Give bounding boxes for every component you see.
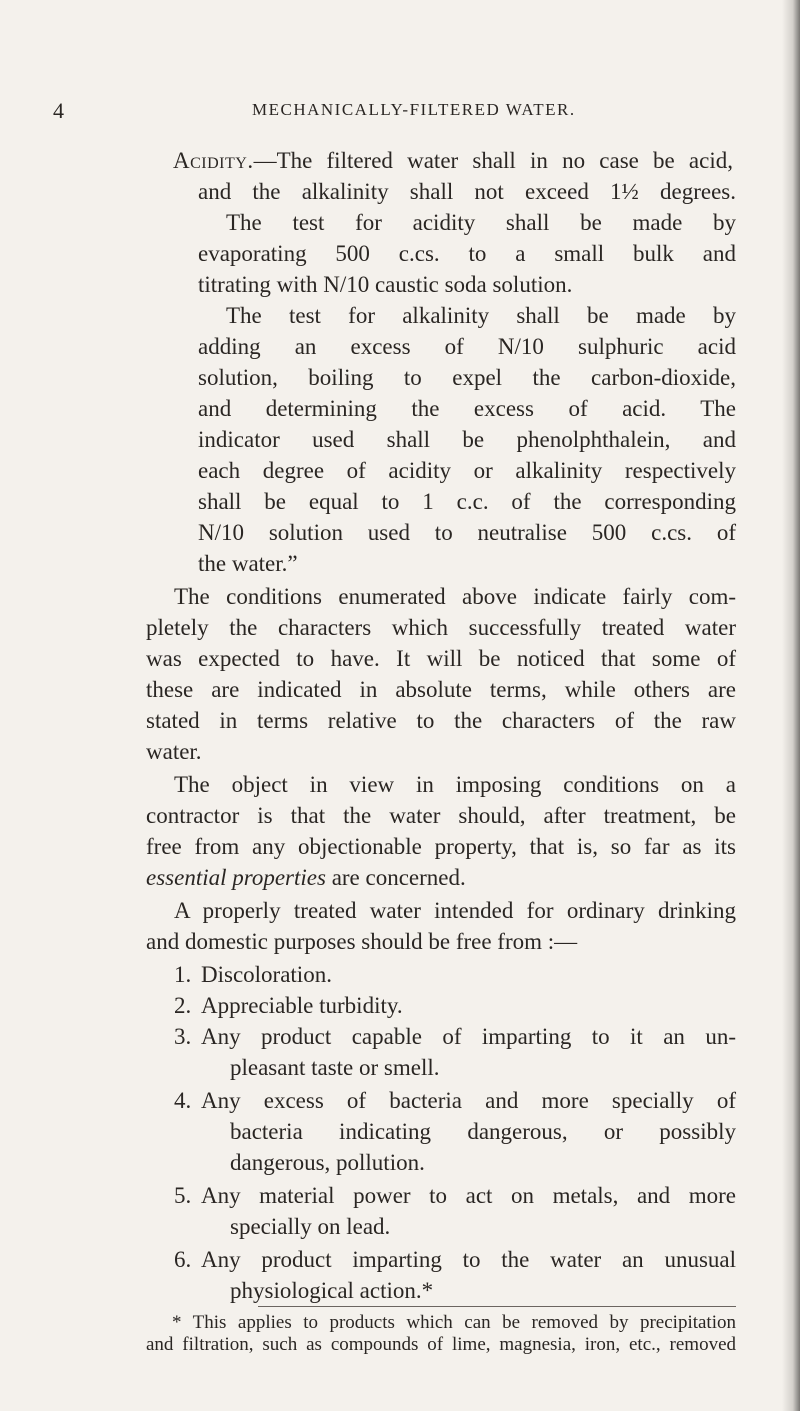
list-text: physiological action.* xyxy=(230,1278,434,1303)
object-line-2: contractor is that the water should, after treatment, be xyxy=(146,803,736,828)
conditions-line-1: The conditions enumerated above indicate fairly com- xyxy=(174,584,736,609)
list-number: 3. xyxy=(174,1024,192,1049)
acidity-line-12: shall be equal to 1 c.c. of the corresponding xyxy=(198,489,736,514)
list-number: 4. xyxy=(174,1088,192,1113)
conditions-line-4: these are indicated in absolute terms, while others are xyxy=(146,677,736,702)
conditions-line-6: water. xyxy=(146,739,202,764)
acidity-line-13: N/10 solution used to neutralise 500 c.cs. of xyxy=(198,520,736,545)
list-number: 2. xyxy=(174,993,192,1018)
list-text: specially on lead. xyxy=(230,1214,391,1239)
proper-line-2: and domestic purposes should be free from :— xyxy=(146,929,578,954)
object-line-3: free from any objectionable property, that is, so far as its xyxy=(146,834,736,859)
acidity-line-6: The test for alkalinity shall be made by xyxy=(226,303,736,328)
acidity-label: Acidity. xyxy=(173,148,254,173)
list-text: Discoloration. xyxy=(201,962,332,987)
conditions-line-5: stated in terms relative to the characters of the raw xyxy=(146,708,736,733)
list-number: 1. xyxy=(174,962,192,987)
conditions-line-3: was expected to have. It will be noticed that some of xyxy=(146,646,736,671)
acidity-line-7: adding an excess of N/10 sulphuric acid xyxy=(198,334,736,359)
list-number: 5. xyxy=(174,1183,192,1208)
footnote-rule xyxy=(258,1306,736,1307)
page-edge-shadow xyxy=(782,0,800,1411)
acidity-line-4: evaporating 500 c.cs. to a small bulk and xyxy=(198,241,736,266)
object-line-1: The object in view in imposing conditions on a xyxy=(174,772,736,797)
acidity-line-10: indicator used shall be phenolphthalein, and xyxy=(198,427,736,452)
list-text: Any material power to act on metals, and more xyxy=(201,1183,736,1208)
list-text: Any product capable of imparting to it an un- xyxy=(201,1024,736,1049)
list-text: bacteria indicating dangerous, or possibly xyxy=(230,1119,736,1144)
acidity-line-11: each degree of acidity or alkalinity respectively xyxy=(198,458,736,483)
list-text: Any product imparting to the water an unusual xyxy=(201,1247,736,1272)
footnote-line-2: and filtration, such as compounds of lime, magnesia, iron, etc., removed xyxy=(146,1334,736,1355)
page-header xyxy=(0,98,800,132)
list-number: 6. xyxy=(174,1247,192,1272)
object-line-4: essential properties are concerned. xyxy=(146,865,466,890)
list-text: Appreciable turbidity. xyxy=(201,993,403,1018)
acidity-line-1: Acidity.—The filtered water shall in no case be acid, xyxy=(173,148,733,173)
footnote-line-1: * This applies to products which can be removed by precipitation xyxy=(172,1312,736,1333)
essential-properties-emphasis: essential properties xyxy=(146,865,326,890)
acidity-line-14: the water.” xyxy=(198,551,298,576)
acidity-line-8: solution, boiling to expel the carbon-dioxide, xyxy=(198,365,736,390)
acidity-line-3: The test for acidity shall be made by xyxy=(226,210,736,235)
acidity-line-9: and determining the excess of acid. The xyxy=(198,396,736,421)
conditions-line-2: pletely the characters which successfully treated water xyxy=(146,615,736,640)
running-head: MECHANICALLY-FILTERED WATER. xyxy=(252,100,576,119)
page-number: 4 xyxy=(53,98,64,123)
acidity-line-5: titrating with N/10 caustic soda solution. xyxy=(198,272,573,297)
list-text: Any excess of bacteria and more specially of xyxy=(201,1088,736,1113)
list-text: pleasant taste or smell. xyxy=(230,1055,440,1080)
acidity-line-2: and the alkalinity shall not exceed 1½ degrees. xyxy=(198,179,736,204)
list-text: dangerous, pollution. xyxy=(230,1150,425,1175)
proper-line-1: A properly treated water intended for ordinary drinking xyxy=(174,898,736,923)
